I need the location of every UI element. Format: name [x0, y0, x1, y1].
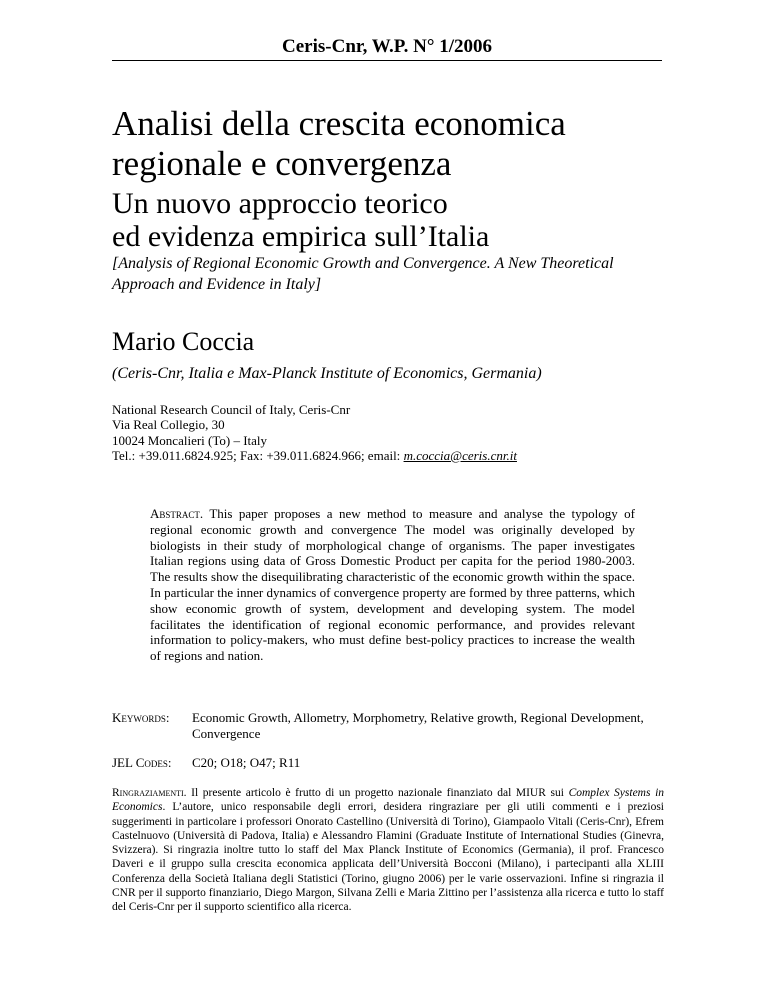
email-link[interactable]: m.coccia@ceris.cnr.it [403, 447, 517, 463]
author-affiliation: (Ceris-Cnr, Italia e Max-Planck Institute of Economics, Germania) [112, 365, 542, 382]
contact-address [112, 402, 517, 463]
address-line: National Research Council of Italy, Ceris-Cnr [112, 402, 351, 417]
english-title-translation [112, 253, 672, 295]
abstract-text: This paper proposes a new method to measure and analyse the typology of regional economic growth and convergence The model was originally developed by biologists in their study of morphological change of organisms. The paper investigates Italian regions using data of Gross Domestic Product per capita for the period 1980-2003. The results show the disequilibrating characteristic of the economic growth within the space. In particular the inner dynamics of convergence property are formed by three patterns, which show economic growth of system, development and developing system. The model facilitates the identification of regional economic performance, and provides relevant information to policy-makers, who must define best-policy practices to increase the wealth of regions and nation. [150, 506, 636, 664]
paper-title [112, 104, 672, 184]
title-line: regionale e convergenza [112, 144, 452, 183]
keywords-value: Economic Growth, Allometry, Morphometry, Relative growth, Regional Development, Convergence [192, 710, 644, 741]
translation-line: Approach and Evidence in Italy] [112, 276, 322, 293]
acknowledgements-text-continued: . L’autore, unico responsabile degli errori, desidera ringraziare per gli utili commenti e i preziosi suggerimenti in particolare i professori Onorato Castellino (Università di Torino), Giampaolo Vitali (Ceris-Cnr), Efrem Castelnuovo (Università di Padova, Italia) e Alessandro Flamini (Graduate Institute of International Studies (Ginevra, Svizzera). Si ringrazia inoltre tutto lo staff del Max Planck Institute of Economics (Germania), il prof. Francesco Daveri e il gruppo sulla crescita economica applicata dell’Università Bocconi (Milano), i partecipanti alla XLIII Conferenza della Società Italiana degli Statistici (Torino, giugno 2006) per le varie osservazioni. Infine si ringrazia il CNR per il supporto finanziario, Diego Margon, Silvana Zelli e Maria Zittino per l’assistenza alla ricerca e tutto lo staff del Ceris-Cnr per il supporto scientifico alla ricerca. [112, 801, 664, 914]
jel-codes-label: JEL Codes: [112, 755, 172, 770]
acknowledgements-project-name: Complex Systems in Economics [112, 787, 665, 814]
jel-codes-value: C20; O18; O47; R11 [192, 755, 301, 770]
acknowledgements [112, 786, 664, 915]
abstract-label: Abstract. [150, 506, 204, 521]
paper-subtitle [112, 187, 672, 253]
series-header: Ceris-Cnr, W.P. N° 1/2006 [282, 36, 492, 57]
address-line: Via Real Collegio, 30 [112, 417, 225, 433]
header-rule [112, 60, 662, 61]
author-name: Mario Coccia [112, 327, 255, 356]
acknowledgements-text: Il presente articolo è frutto di un progetto nazionale finanziato dal MIUR sui [191, 787, 569, 799]
contact-line [112, 448, 517, 463]
keywords-label: Keywords: [112, 710, 170, 725]
abstract [150, 506, 635, 664]
acknowledgements-label: Ringraziamenti. [112, 787, 187, 799]
translation-line: [Analysis of Regional Economic Growth and Convergence. A New Theoretical [112, 255, 614, 272]
title-line: Analisi della crescita economica [112, 104, 566, 143]
contact-phone-fax: Tel.: +39.011.6824.925; Fax: +39.011.6824.966; email: [112, 447, 404, 463]
address-line: 10024 Moncalieri (To) – Italy [112, 432, 268, 448]
subtitle-line: Un nuovo approccio teorico [112, 187, 448, 220]
subtitle-line: ed evidenza empirica sull’Italia [112, 220, 490, 253]
